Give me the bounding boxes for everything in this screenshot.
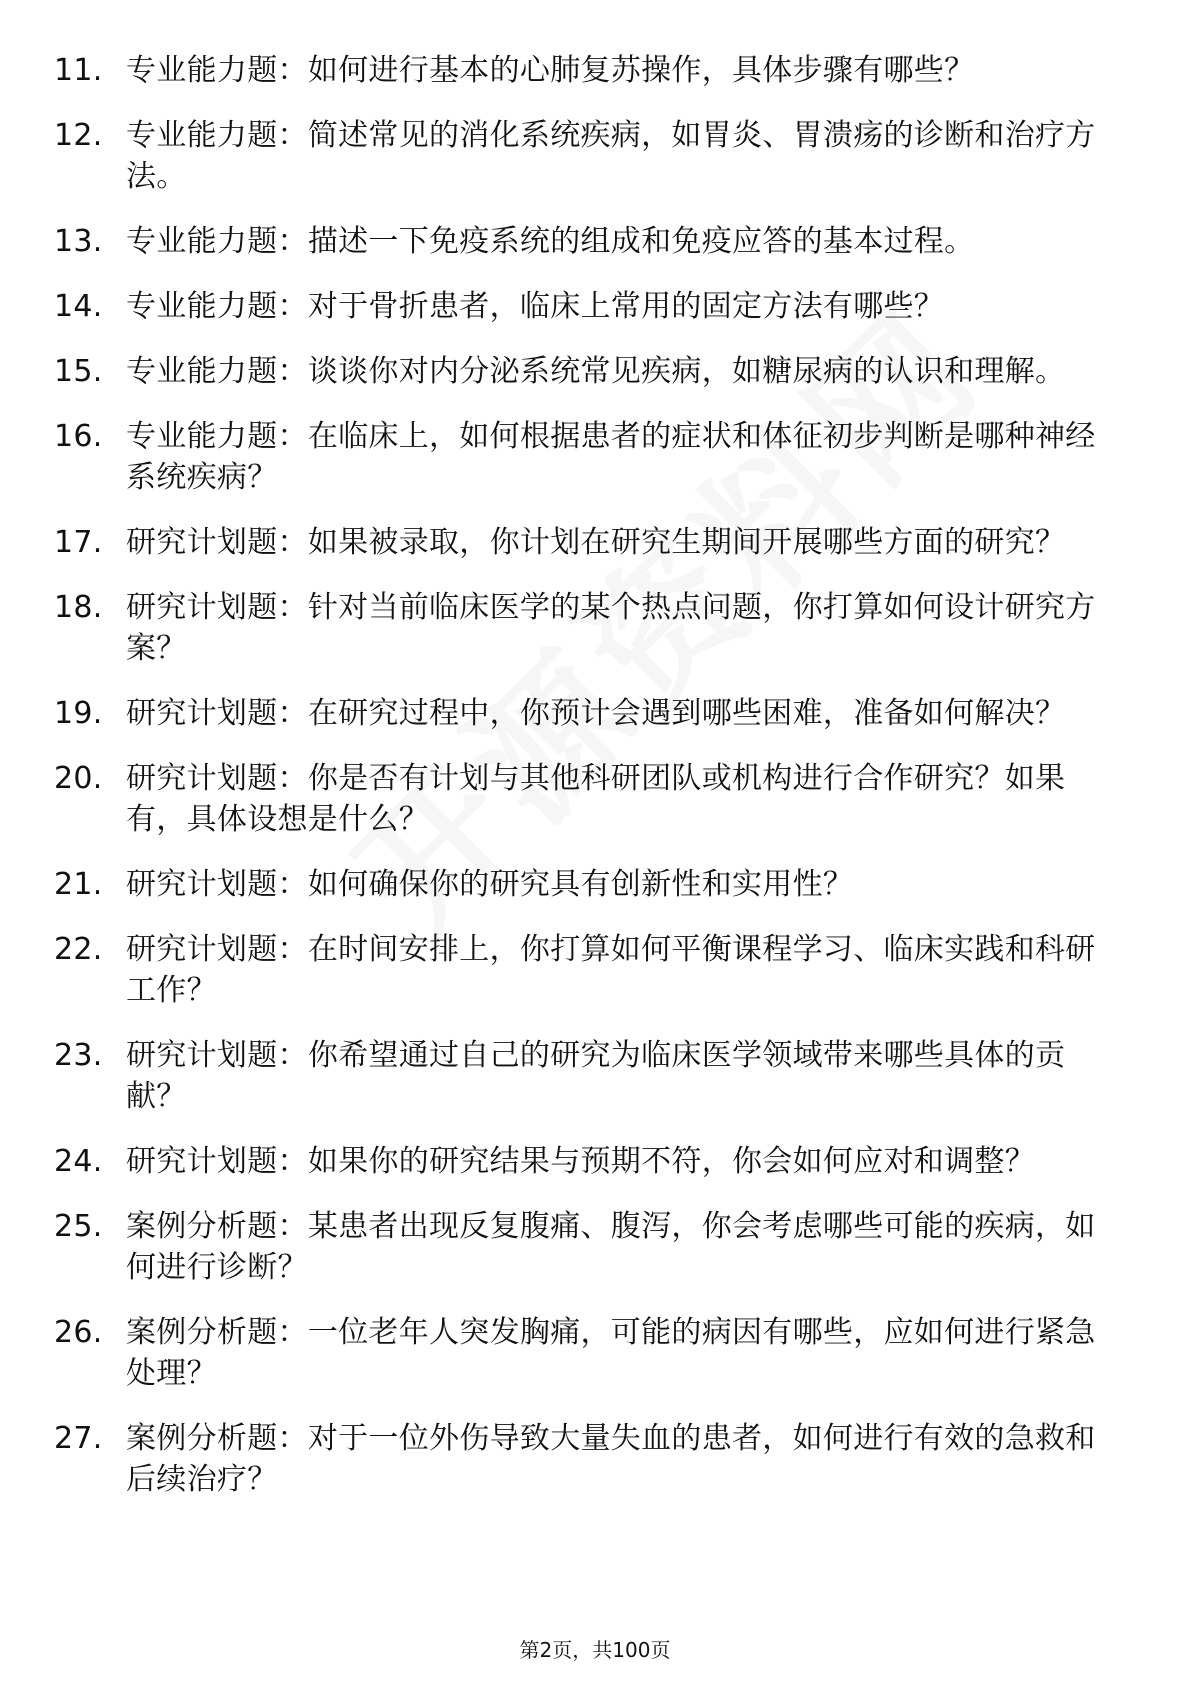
list-item [54, 416, 1114, 498]
list-item [54, 587, 1114, 669]
question-number: 17. [54, 525, 103, 560]
question-category: 研究计划题： [126, 525, 308, 560]
question-text: 简述常见的消化系统疾病，如胃炎、胃溃疡的诊断和治疗方法。 [126, 118, 1096, 194]
list-item [54, 1206, 1114, 1288]
question-category: 研究计划题： [126, 590, 308, 625]
list-item [54, 1312, 1114, 1394]
question-category: 专业能力题： [126, 53, 308, 88]
question-category: 研究计划题： [126, 932, 308, 967]
question-category: 专业能力题： [126, 354, 308, 389]
list-item [54, 50, 1114, 91]
question-number: 12. [54, 118, 103, 153]
question-category: 研究计划题： [126, 696, 308, 731]
question-category: 研究计划题： [126, 867, 308, 902]
question-text: 在时间安排上，你打算如何平衡课程学习、临床实践和科研工作？ [126, 932, 1096, 1008]
question-number: 18. [54, 590, 103, 625]
question-text: 在研究过程中，你预计会遇到哪些困难，准备如何解决？ [307, 696, 1066, 731]
question-category: 专业能力题： [126, 224, 308, 259]
question-text: 描述一下免疫系统的组成和免疫应答的基本过程。 [307, 224, 975, 259]
question-text: 你希望通过自己的研究为临床医学领域带来哪些具体的贡献？ [126, 1038, 1066, 1114]
question-number: 21. [54, 867, 103, 902]
question-list [54, 50, 1114, 1524]
question-category: 案例分析题： [126, 1421, 308, 1456]
question-number: 26. [54, 1315, 103, 1350]
question-number: 13. [54, 224, 103, 259]
list-item [54, 1141, 1114, 1182]
list-item [54, 864, 1114, 905]
list-item [54, 221, 1114, 262]
list-item [54, 693, 1114, 734]
question-number: 14. [54, 289, 103, 324]
list-item [54, 1418, 1114, 1500]
question-text: 你是否有计划与其他科研团队或机构进行合作研究？如果有，具体设想是什么？ [126, 761, 1066, 837]
question-text: 对于一位外伤导致大量失血的患者，如何进行有效的急救和后续治疗？ [126, 1421, 1096, 1497]
list-item [54, 522, 1114, 563]
question-number: 19. [54, 696, 103, 731]
question-number: 15. [54, 354, 103, 389]
list-item [54, 115, 1114, 197]
question-number: 22. [54, 932, 103, 967]
question-text: 在临床上，如何根据患者的症状和体征初步判断是哪种神经系统疾病？ [126, 419, 1096, 495]
question-number: 16. [54, 419, 103, 454]
question-number: 11. [54, 53, 103, 88]
question-number: 25. [54, 1209, 103, 1244]
question-category: 专业能力题： [126, 118, 308, 153]
question-number: 23. [54, 1038, 103, 1073]
question-category: 案例分析题： [126, 1209, 308, 1244]
question-text: 如何确保你的研究具有创新性和实用性？ [307, 867, 854, 902]
question-text: 谈谈你对内分泌系统常见疾病，如糖尿病的认识和理解。 [307, 354, 1066, 389]
list-item [54, 351, 1114, 392]
question-number: 20. [54, 761, 103, 796]
question-category: 研究计划题： [126, 1038, 308, 1073]
question-number: 27. [54, 1421, 103, 1456]
question-category: 研究计划题： [126, 1144, 308, 1179]
question-text: 如何进行基本的心肺复苏操作，具体步骤有哪些？ [307, 53, 975, 88]
list-item [54, 286, 1114, 327]
list-item [54, 758, 1114, 840]
question-text: 某患者出现反复腹痛、腹泻，你会考虑哪些可能的疾病，如何进行诊断？ [126, 1209, 1096, 1285]
list-item [54, 929, 1114, 1011]
question-text: 如果被录取，你计划在研究生期间开展哪些方面的研究？ [307, 525, 1066, 560]
question-text: 如果你的研究结果与预期不符，你会如何应对和调整？ [307, 1144, 1036, 1179]
question-category: 研究计划题： [126, 761, 308, 796]
question-number: 24. [54, 1144, 103, 1179]
list-item [54, 1035, 1114, 1117]
question-text: 针对当前临床医学的某个热点问题，你打算如何设计研究方案？ [126, 590, 1096, 666]
question-category: 案例分析题： [126, 1315, 308, 1350]
page-footer: 第2页，共100页 [519, 1638, 671, 1662]
question-category: 专业能力题： [126, 419, 308, 454]
question-text: 一位老年人突发胸痛，可能的病因有哪些，应如何进行紧急处理？ [126, 1315, 1096, 1391]
question-text: 对于骨折患者，临床上常用的固定方法有哪些？ [307, 289, 945, 324]
question-category: 专业能力题： [126, 289, 308, 324]
